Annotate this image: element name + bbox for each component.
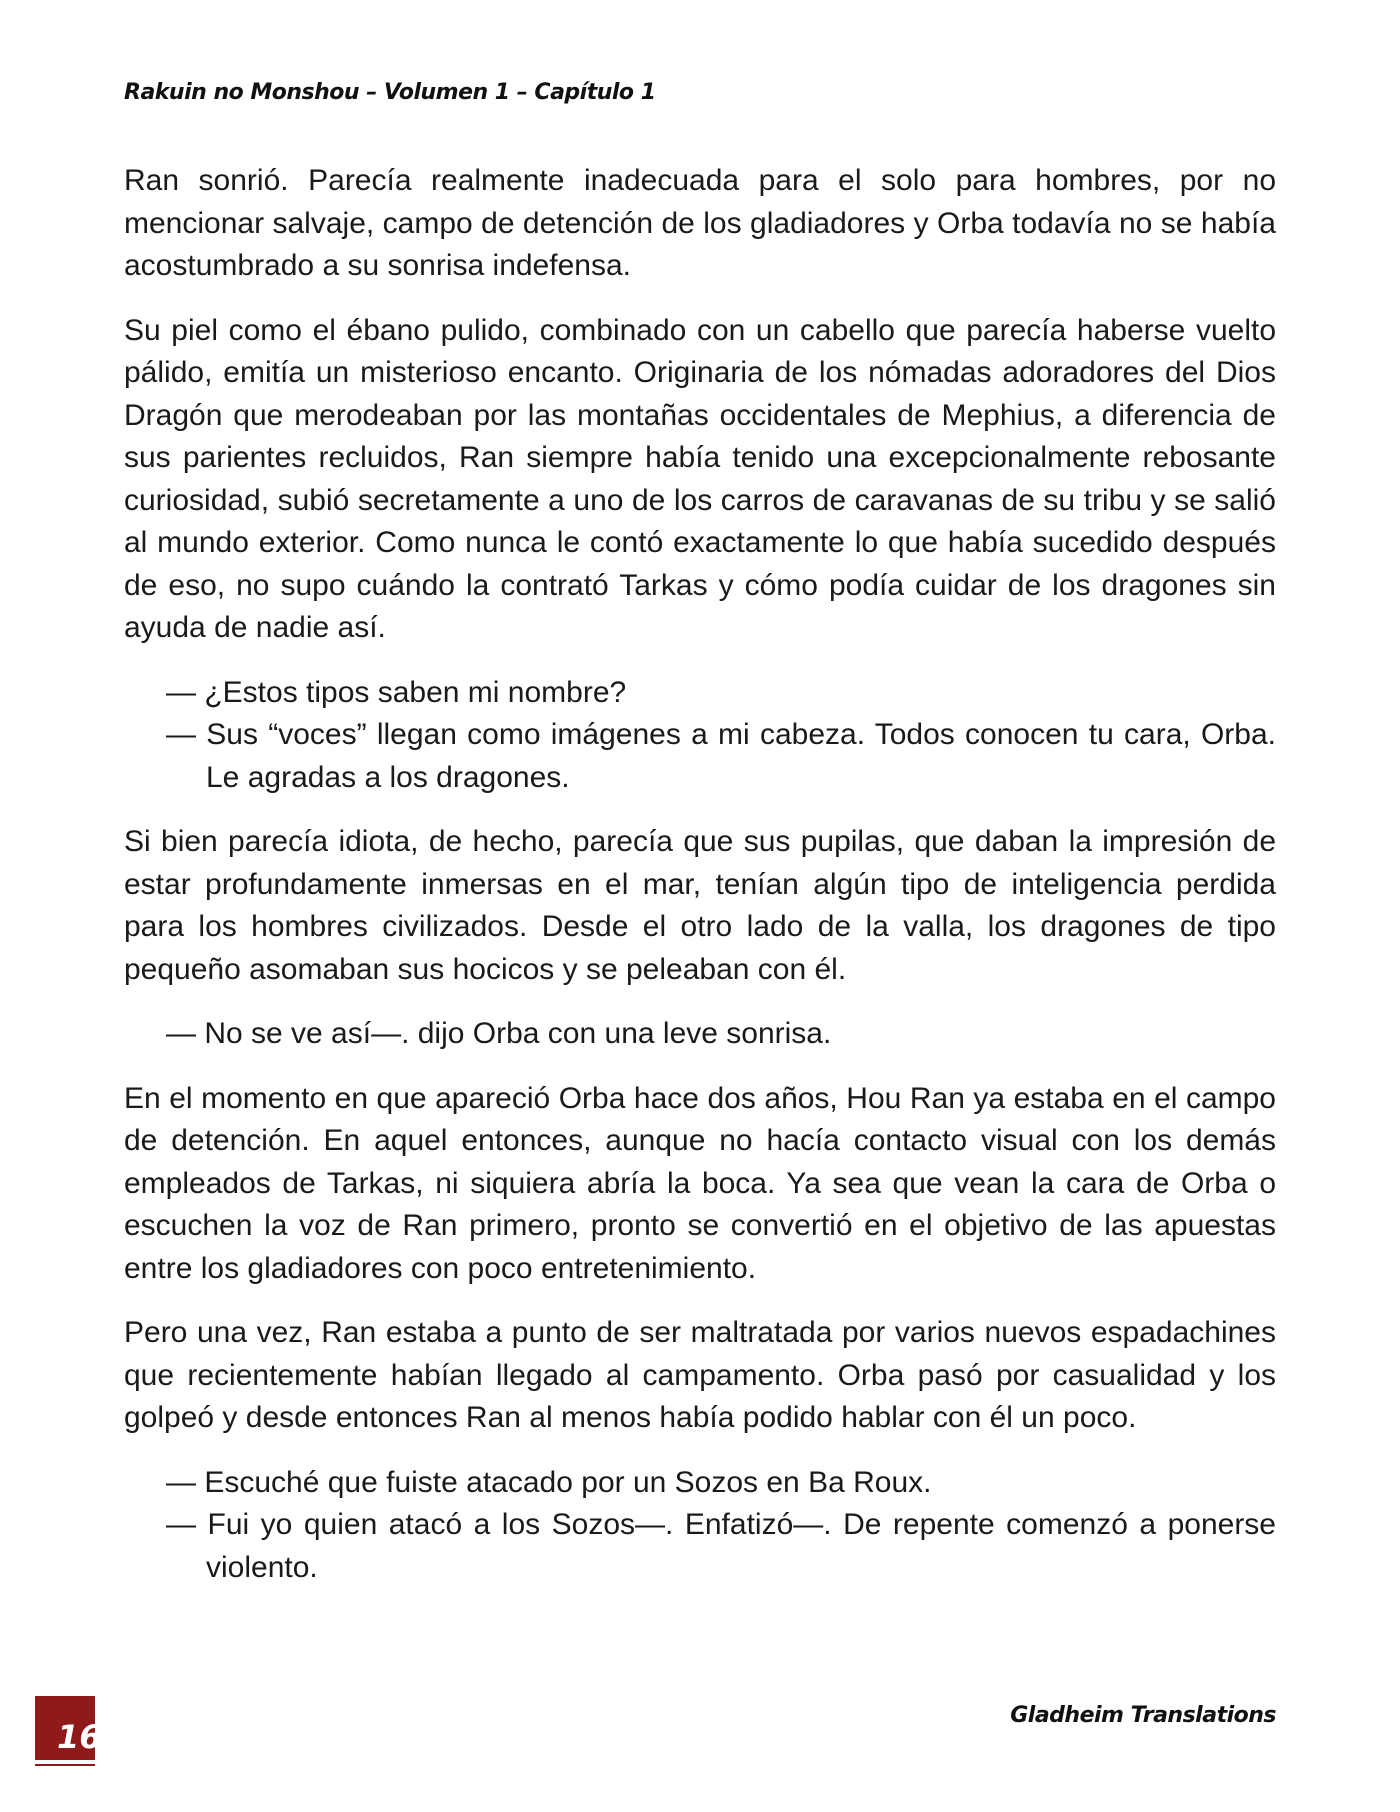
page-number-badge <box>35 1696 102 1766</box>
footer-credit: Gladheim Translations <box>1010 1703 1276 1728</box>
paragraph: Su piel como el ébano pulido, combinado con un cabello que parecía haberse vuelto pálido, emitía un misterioso encanto. Originaria de los nómadas adoradores del Dios Dragón que merodeaban por las montañas occidentales de Mephius, a diferencia de sus parientes recluidos, Ran siempre había tenido una excepcionalmente rebosante curiosidad, subió secretamente a uno de los carros de caravanas de su tribu y se salió al mundo exterior. Como nunca le contó exactamente lo que había sucedido después de eso, no supo cuándo la contrató Tarkas y cómo podía cuidar de los dragones sin ayuda de nadie así. <box>124 313 1276 644</box>
page-number-underline <box>35 1760 95 1764</box>
paragraph: Pero una vez, Ran estaba a punto de ser maltratada por varios nuevos espadachines que recientemente habían llegado al campamento. Orba pasó por casualidad y los golpeó y desde entonces Ran al menos había podido hablar con él un poco. <box>124 1316 1276 1434</box>
paragraph: Ran sonrió. Parecía realmente inadecuada para el solo para hombres, por no mencionar salvaje, campo de detención de los gladiadores y Orba todavía no se había acostumbrado a su sonrisa indefensa. <box>124 164 1276 282</box>
dialogue-line: — No se ve así—. dijo Orba con una leve sonrisa. <box>166 1017 832 1050</box>
dialogue-line: — Sus “voces” llegan como imágenes a mi cabeza. Todos conocen tu cara, Orba. Le agradas a los dragones. <box>166 718 1276 794</box>
chapter-body <box>124 160 1276 1611</box>
page-number: 16 <box>57 1718 102 1756</box>
dialogue-line: — Fui yo quien atacó a los Sozos—. Enfatizó—. De repente comenzó a ponerse violento. <box>166 1508 1276 1584</box>
dialogue-line: — Escuché que fuiste atacado por un Sozos en Ba Roux. <box>166 1465 932 1499</box>
running-header: Rakuin no Monshou – Volumen 1 – Capítulo 1 <box>124 80 656 105</box>
paragraph: Si bien parecía idiota, de hecho, parecía que sus pupilas, que daban la impresión de estar profundamente inmersas en el mar, tenían algún tipo de inteligencia perdida para los hombres civilizados. Desde el otro lado de la valla, los dragones de tipo pequeño asomaban sus hocicos y se peleaban con él. <box>124 825 1276 986</box>
paragraph: En el momento en que apareció Orba hace dos años, Hou Ran ya estaba en el campo de detención. En aquel entonces, aunque no hacía contacto visual con los demás empleados de Tarkas, ni siquiera abría la boca. Ya sea que vean la cara de Orba o escuchen la voz de Ran primero, pronto se convertió en el objetivo de las apuestas entre los gladiadores con poco entretenimiento. <box>124 1081 1276 1285</box>
dialogue-line: — ¿Estos tipos saben mi nombre? <box>166 675 627 709</box>
